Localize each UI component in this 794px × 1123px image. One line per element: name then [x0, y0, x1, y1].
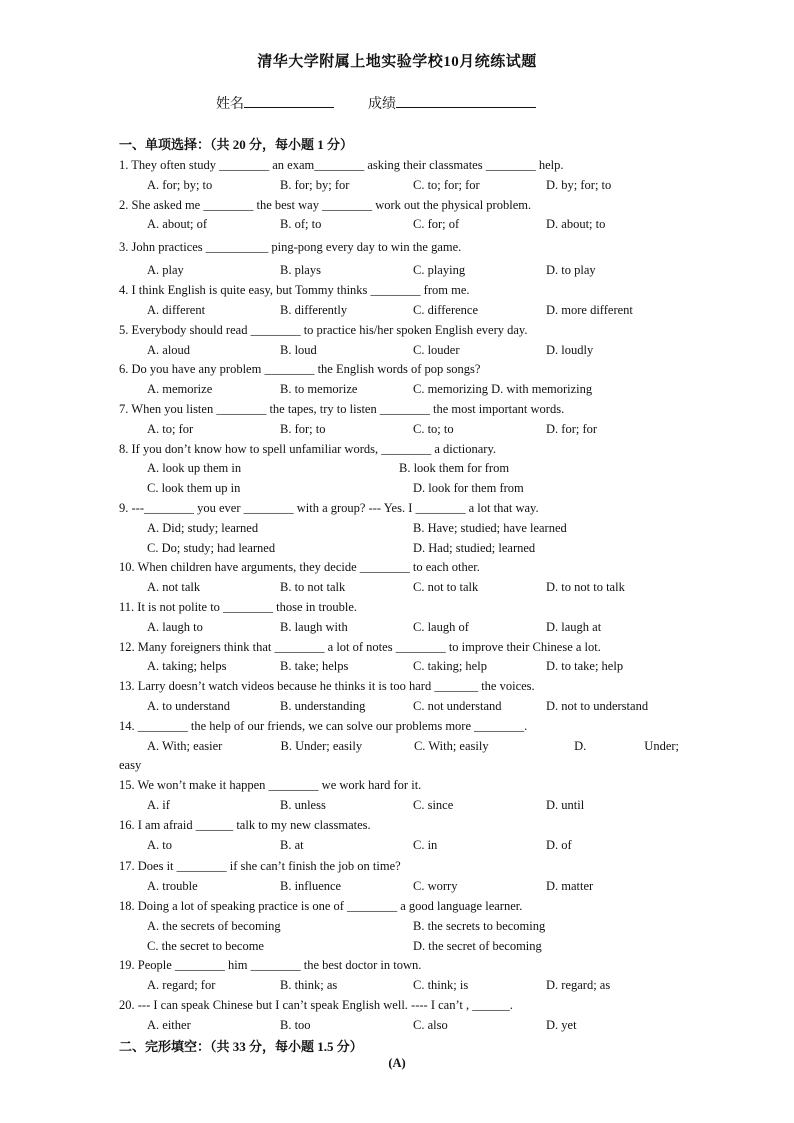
option-d: D. loudly [546, 342, 594, 357]
option-row [119, 459, 679, 479]
option-a: A. laugh to [147, 619, 203, 634]
option-row [119, 539, 679, 559]
option-a: A. Did; study; learned [147, 520, 259, 535]
option-b: B. Under; easily [280, 738, 363, 753]
option-c: C. to; for; for [413, 177, 480, 192]
option-c: C. in [413, 837, 438, 852]
option-a: A. if [147, 797, 170, 812]
question-stem: 13. Larry doesn’t watch videos because he thinks it is too hard _______ the voices. [119, 679, 535, 694]
option-c: C. laugh of [413, 619, 469, 634]
option-a: A. memorize [147, 382, 213, 397]
option-b: B. too [280, 1017, 311, 1032]
option-d: D. for; for [546, 421, 598, 436]
option-a: A. to [147, 837, 172, 852]
option-d: D. the secret of becoming [413, 938, 542, 953]
option-b: B. understanding [280, 698, 366, 713]
option-b: B. for; by; for [280, 177, 350, 192]
option-row [119, 341, 679, 361]
option-row [119, 917, 679, 937]
question-stem: 12. Many foreigners think that ________ a lot of notes ________ to improve their Chinese a lot. [119, 639, 601, 654]
option-c: C. difference [413, 302, 479, 317]
option-a: A. different [147, 302, 206, 317]
option-a: A. not talk [147, 580, 201, 595]
option-b: B. look them for from [399, 461, 510, 476]
option-b: B. think; as [280, 978, 338, 993]
option-row [119, 578, 679, 598]
question-stem: 18. Doing a lot of speaking practice is one of ________ a good language learner. [119, 899, 523, 914]
option-row [119, 301, 679, 321]
option-row [119, 877, 679, 897]
option-d [574, 737, 679, 757]
option-b: B. the secrets to becoming [413, 918, 546, 933]
option-c: C. louder [413, 342, 460, 357]
option-a: A. to understand [147, 698, 230, 713]
score-label: 成绩 [368, 97, 396, 112]
option-a: A. trouble [147, 879, 198, 894]
option-row [119, 657, 679, 677]
option-b: B. plays [280, 263, 321, 278]
option-b: B. influence [280, 879, 342, 894]
option-row [119, 836, 679, 856]
question-stem: 16. I am afraid ______ talk to my new classmates. [119, 817, 371, 832]
option-d: D. until [546, 797, 585, 812]
option-c: C. for; of [413, 217, 460, 232]
option-d: D. by; for; to [546, 177, 612, 192]
option-d: D. about; to [546, 217, 606, 232]
option-row [119, 1016, 679, 1036]
option-b: B. loud [280, 342, 317, 357]
option-row [119, 380, 679, 400]
exam-title: 清华大学附属上地实验学校10月统练试题 [257, 54, 537, 70]
option-row [119, 176, 679, 196]
option-c: C. not understand [413, 698, 502, 713]
question-stem: 15. We won’t make it happen ________ we work hard for it. [119, 778, 422, 793]
option-row [119, 937, 679, 957]
option-row [119, 618, 679, 638]
option-a: A. either [147, 1017, 191, 1032]
option-d: D. Had; studied; learned [413, 540, 536, 555]
option-d: D. to take; help [546, 659, 624, 674]
option-d: D. of [546, 837, 572, 852]
option-a: A. for; by; to [147, 177, 213, 192]
option-c: C. worry [413, 879, 458, 894]
option-row [119, 737, 679, 757]
option-c: C. look them up in [147, 481, 241, 496]
option-b: B. differently [280, 302, 348, 317]
option-d: D. to play [546, 263, 596, 278]
option-row [119, 796, 679, 816]
question-stem: 11. It is not polite to ________ those in trouble. [119, 599, 358, 614]
option-b: B. at [280, 837, 304, 852]
question-stem: 8. If you don’t know how to spell unfamiliar words, ________ a dictionary. [119, 441, 497, 456]
option-d: D. regard; as [546, 978, 611, 993]
option-row [119, 215, 679, 235]
option-c: C. Do; study; had learned [147, 540, 276, 555]
question-stem: 9. ---________ you ever ________ with a group? --- Yes. I ________ a lot that way. [119, 500, 539, 515]
question-stem: 4. I think English is quite easy, but Tommy thinks ________ from me. [119, 283, 470, 298]
option-c: C. think; is [413, 978, 469, 993]
option-b: B. laugh with [280, 619, 348, 634]
option-c: C. With; easily [413, 738, 489, 753]
name-label: 姓名 [216, 97, 244, 112]
option-a: A. the secrets of becoming [147, 918, 281, 933]
option-row [119, 519, 679, 539]
option-c: C. since [413, 797, 454, 812]
section-heading: 二、完形填空：（共 33 分，每小题 1.5 分） [119, 1038, 363, 1054]
option-d: D. not to understand [546, 698, 649, 713]
option-a: A. taking; helps [147, 659, 227, 674]
question-stem: 6. Do you have any problem ________ the English words of pop songs? [119, 362, 481, 377]
option-b: B. of; to [280, 217, 322, 232]
option-b: B. take; helps [280, 659, 349, 674]
option-b: B. Have; studied; have learned [413, 520, 567, 535]
name-blank[interactable] [244, 93, 334, 108]
option-c: C. to; to [413, 421, 454, 436]
option-d: D. to not to talk [546, 580, 625, 595]
option-a: A. aloud [147, 342, 191, 357]
option-row [119, 479, 679, 499]
option-b: B. unless [280, 797, 326, 812]
option-b: B. for; to [280, 421, 326, 436]
option-d: D. yet [546, 1017, 577, 1032]
question-stem: 7. When you listen ________ the tapes, try to listen ________ the most important words. [119, 401, 565, 416]
option-c: C. playing [413, 263, 466, 278]
option-row [119, 420, 679, 440]
student-info-line [216, 93, 536, 113]
option-d: D. matter [546, 879, 594, 894]
exam-content [119, 134, 679, 1058]
option-row [119, 259, 679, 281]
option-a: A. about; of [147, 217, 208, 232]
option-c: C. taking; help [413, 659, 487, 674]
question-stem: 20. --- I can speak Chinese but I can’t speak English well. ---- I can’t , ______. [119, 998, 513, 1013]
option-row [119, 976, 679, 996]
question-stem: 5. Everybody should read ________ to practice his/her spoken English every day. [119, 322, 528, 337]
option-d-wrap: easy [119, 758, 142, 773]
passage-label: (A) [388, 1056, 406, 1070]
option-a: A. With; easier [147, 738, 223, 753]
option-row [119, 697, 679, 717]
option-c: C. also [413, 1017, 448, 1032]
option-a: A. to; for [147, 421, 194, 436]
option-c-d: C. memorizing D. with memorizing [413, 382, 593, 397]
option-b: B. to not talk [280, 580, 346, 595]
question-stem: 3. John practices __________ ping-pong every day to win the game. [119, 240, 462, 255]
question-stem: 17. Does it ________ if she can’t finish the job on time? [119, 859, 401, 874]
option-d-letter: D. [574, 738, 587, 753]
option-d: D. look for them from [413, 481, 524, 496]
option-d: D. laugh at [546, 619, 602, 634]
section-heading: 一、单项选择：（共 20 分，每小题 1 分） [119, 137, 354, 152]
question-stem: 14. ________ the help of our friends, we can solve our problems more ________. [119, 718, 528, 733]
option-d-text: Under; [644, 738, 680, 753]
question-stem: 10. When children have arguments, they decide ________ to each other. [119, 560, 480, 575]
option-c: C. the secret to become [147, 938, 264, 953]
question-stem: 1. They often study ________ an exam________ asking their classmates ________ help. [119, 158, 564, 172]
option-d: D. more different [546, 302, 633, 317]
score-blank[interactable] [396, 93, 536, 108]
option-a: A. play [147, 263, 184, 278]
option-a: A. regard; for [147, 978, 216, 993]
option-c: C. not to talk [413, 580, 479, 595]
question-stem: 2. She asked me ________ the best way ________ work out the physical problem. [119, 197, 532, 212]
option-a: A. look up them in [147, 461, 242, 476]
option-b: B. to memorize [280, 382, 358, 397]
question-stem: 19. People ________ him ________ the best doctor in town. [119, 958, 422, 973]
